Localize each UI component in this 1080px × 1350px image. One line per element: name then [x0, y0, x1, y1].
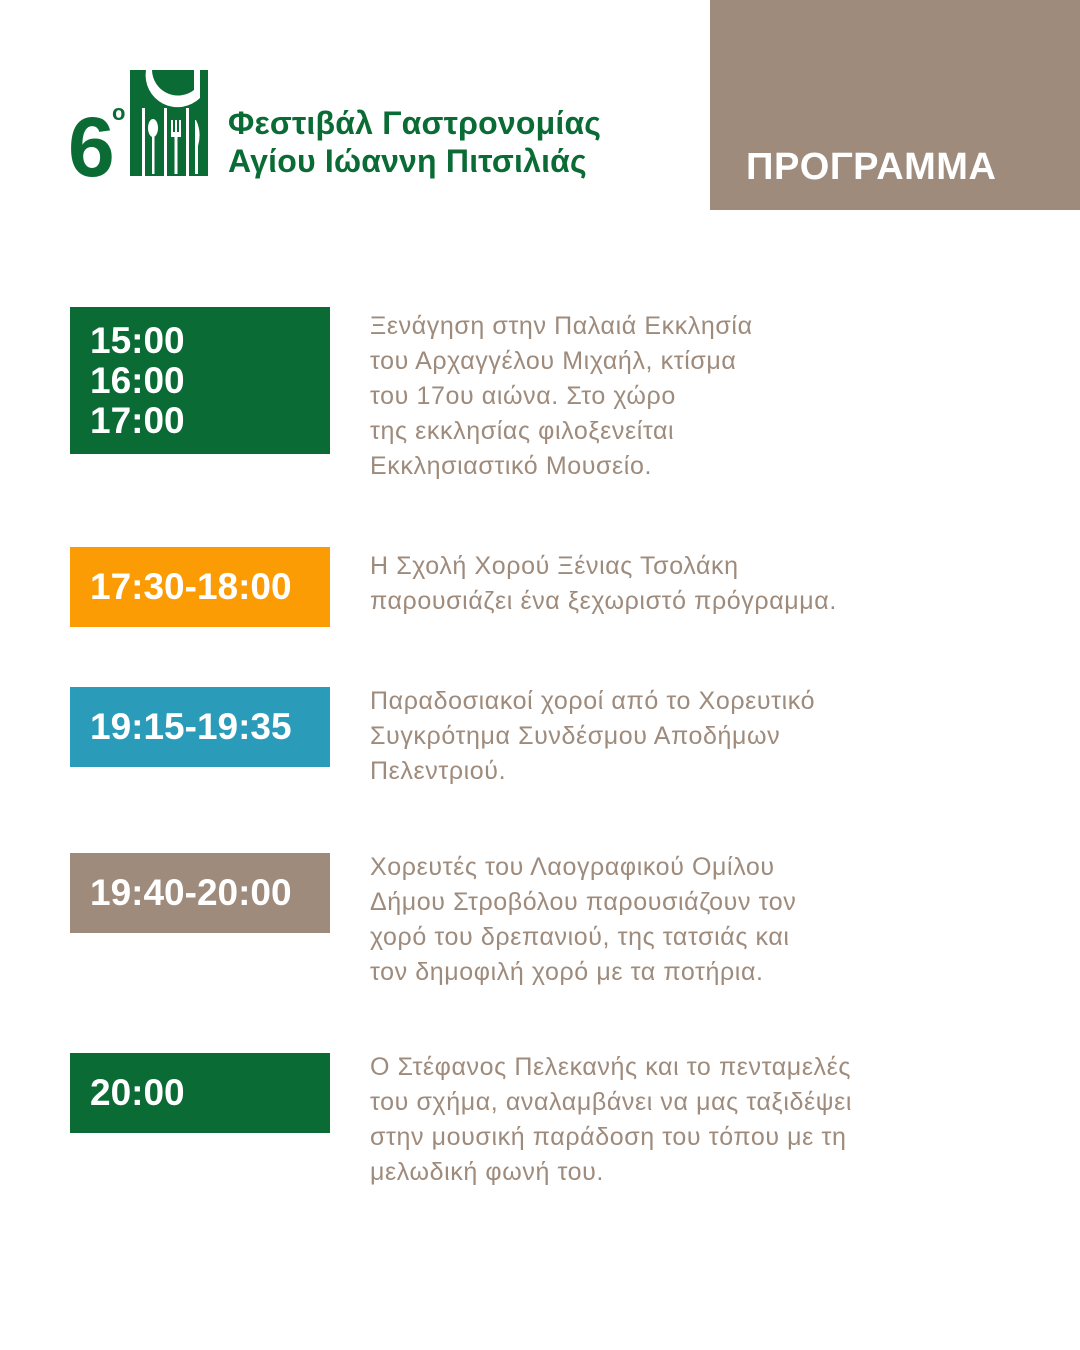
- event-description: [370, 309, 970, 484]
- description-line: Ξενάγηση στην Παλαιά Εκκλησία: [370, 312, 753, 340]
- event-description: [370, 1050, 970, 1190]
- edition-number: 6: [68, 100, 115, 180]
- time-label: 17:30-18:00: [90, 566, 292, 607]
- time-label: 20:00: [90, 1072, 185, 1113]
- description-line: Χορευτές του Λαογραφικού Ομίλου: [370, 853, 775, 881]
- festival-logo: [68, 68, 628, 180]
- program-header-tag: [710, 0, 1080, 210]
- time-badge: [70, 547, 330, 627]
- description-line: Η Σχολή Χορού Ξένιας Τσολάκη: [370, 552, 739, 580]
- time-badge: [70, 853, 330, 933]
- description-line: χορό του δρεπανιού, της τατσιάς και: [370, 923, 790, 951]
- description-line: στην μουσική παράδοση του τόπου με τη: [370, 1123, 847, 1151]
- description-line: Παραδοσιακοί χοροί από το Χορευτικό: [370, 687, 816, 715]
- time-badge: [70, 1053, 330, 1133]
- event-description: [370, 549, 970, 619]
- time-badge: [70, 307, 330, 454]
- festival-title-line1: Φεστιβάλ Γαστρονομίας: [228, 105, 602, 141]
- description-line: Ο Στέφανος Πελεκανής και το πενταμελές: [370, 1053, 852, 1081]
- time-label: 19:15-19:35: [90, 706, 292, 747]
- event-description: [370, 684, 970, 789]
- time-label: 19:40-20:00: [90, 872, 292, 913]
- description-line: της εκκλησίας φιλοξενείται: [370, 417, 675, 445]
- event-description: [370, 850, 970, 990]
- description-line: μελωδική φωνή του.: [370, 1158, 604, 1186]
- festival-logo-mark-icon: [68, 68, 210, 180]
- program-header-label: ΠΡΟΓΡΑΜΜΑ: [746, 146, 997, 188]
- time-label: 16:00: [90, 359, 185, 401]
- description-line: Δήμου Στροβόλου παρουσιάζουν τον: [370, 888, 797, 916]
- description-line: Εκκλησιαστικό Μουσείο.: [370, 452, 652, 480]
- description-line: του σχήμα, αναλαμβάνει να μας ταξιδέψει: [370, 1088, 853, 1116]
- description-line: του Αρχαγγέλου Μιχαήλ, κτίσμα: [370, 347, 737, 375]
- description-line: παρουσιάζει ένα ξεχωριστό πρόγραμμα.: [370, 587, 837, 615]
- festival-title: [228, 104, 601, 180]
- description-line: του 17ου αιώνα. Στο χώρο: [370, 382, 676, 410]
- time-label: 15:00: [90, 319, 185, 361]
- description-line: τον δημοφιλή χορό με τα ποτήρια.: [370, 958, 764, 986]
- festival-title-line2: Αγίου Ιώαννη Πιτσιλιάς: [228, 143, 587, 179]
- edition-suffix: ο: [112, 100, 126, 125]
- time-badge: [70, 687, 330, 767]
- time-label: 17:00: [90, 399, 185, 441]
- description-line: Συγκρότημα Συνδέσμου Αποδήμων: [370, 722, 781, 750]
- description-line: Πελεντριού.: [370, 757, 507, 785]
